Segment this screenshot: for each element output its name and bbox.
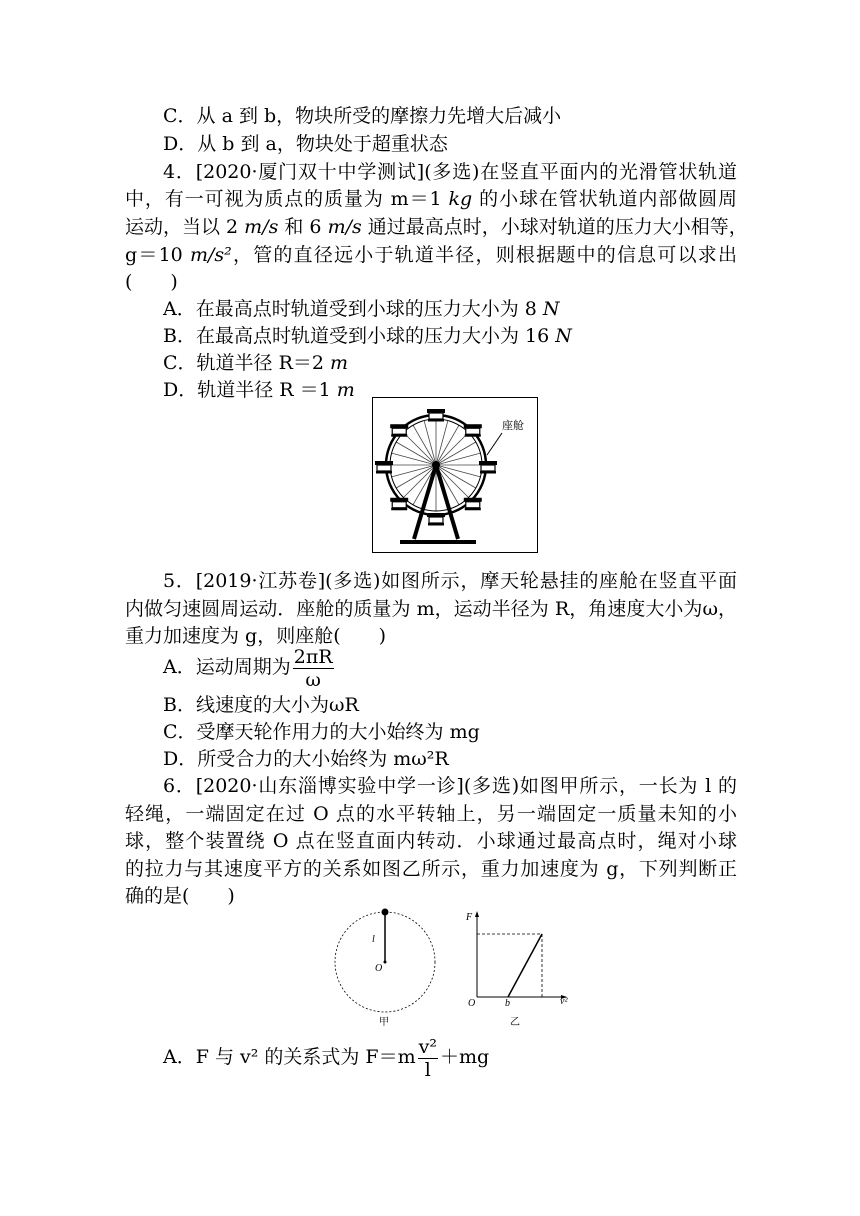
text: 运动，当以 2 <box>125 216 245 238</box>
q5-option-b: B．线速度的大小为ωR <box>163 694 359 716</box>
text: A．在最高点时轨道受到小球的压力大小为 8 <box>163 298 543 320</box>
text: C．轨道半径 R＝2 <box>163 352 331 374</box>
unit: m/s <box>244 216 279 238</box>
text: g＝10 <box>125 244 191 266</box>
q6-stem-line4: 的拉力与其速度平方的关系如图乙所示，重力加速度为 g，下列判断正 <box>125 858 737 880</box>
q4-stem-line3 <box>125 213 748 241</box>
pivot-point <box>384 961 387 964</box>
figure-caption: 乙 <box>510 1017 520 1028</box>
text: 中，有一可视为质点的质量为 m＝1 <box>125 188 449 210</box>
q4-answer-bracket: ( ) <box>125 271 178 293</box>
text: D．轨道半径 R ＝1 <box>163 379 337 401</box>
unit: m <box>330 352 349 374</box>
figure-caption: 甲 <box>379 1017 389 1028</box>
q6-stem-line3: 球，整个装置绕 O 点在竖直面内转动．小球通过最高点时，绳对小球 <box>125 830 737 852</box>
cabin <box>464 424 482 437</box>
cabin <box>427 409 445 422</box>
numerator: 2πR <box>293 645 333 668</box>
spoke <box>436 453 480 465</box>
period-fraction <box>293 646 334 691</box>
f-axis-label: F <box>466 912 473 923</box>
text: A．F 与 v² 的关系式为 F＝m <box>163 1046 416 1068</box>
numerator: v² <box>418 1035 437 1058</box>
q4-stem-line1: 4．[2020·厦门双十中学测试](多选)在竖直平面内的光滑管状轨道 <box>163 161 737 183</box>
q4-stem-line2 <box>125 185 737 213</box>
unit: kg <box>448 188 473 210</box>
cabin <box>427 513 445 526</box>
length-label: l <box>372 934 375 945</box>
q5-option-a <box>163 645 336 691</box>
denominator: l <box>424 1058 431 1081</box>
q6-stem-line2: 轻绳，一端固定在过 O 点的水平转轴上，另一端固定一质量未知的小 <box>125 803 737 825</box>
cabin <box>390 498 408 511</box>
q3-option-d: D．从 b 到 a，物块处于超重状态 <box>163 133 448 155</box>
q5-stem-line3: 重力加速度为 g，则座舱( ) <box>125 625 387 647</box>
q4-option-c <box>163 349 348 377</box>
q4-option-d <box>163 376 355 404</box>
figure-yi <box>460 907 580 1029</box>
q3-option-c: C．从 a 到 b，物块所受的摩擦力先增大后减小 <box>163 105 562 127</box>
ball <box>382 909 389 916</box>
text: 的小球在管状轨道内部做圆周 <box>472 188 737 210</box>
q4-option-b <box>163 322 572 350</box>
cabin <box>390 424 408 437</box>
f-v2-line <box>508 934 542 997</box>
text: ，管的直径远小于轨道半径，则根据题中的信息可以求出 <box>231 244 737 266</box>
text: 和 6 <box>278 216 328 238</box>
unit: N <box>555 325 572 347</box>
ferris-wheel-figure <box>372 397 538 553</box>
q4-option-a <box>163 295 560 323</box>
unit: N <box>542 298 560 320</box>
unit: m/s <box>327 216 362 238</box>
tension-fraction <box>418 1036 438 1081</box>
q5-option-c: C．受摩天轮作用力的大小始终为 mg <box>163 721 480 743</box>
denominator: ω <box>305 668 321 691</box>
y-axis-arrow <box>475 911 479 917</box>
cabin-label: 座舱 <box>502 419 524 432</box>
spoke <box>436 421 448 465</box>
text: ＋mg <box>439 1046 490 1068</box>
spoke <box>392 465 436 477</box>
q5-stem-line2: 内做匀速圆周运动．座舱的质量为 m，运动半径为 R，角速度大小为ω， <box>125 598 737 620</box>
text: A．运动周期为 <box>163 656 291 678</box>
origin-label: O <box>468 998 476 1009</box>
q5-option-d: D．所受合力的大小始终为 mω²R <box>163 748 449 770</box>
b-label: b <box>505 998 510 1009</box>
text: B．在最高点时轨道受到小球的压力大小为 16 <box>163 325 556 347</box>
cabin <box>375 461 393 474</box>
spoke <box>436 465 480 477</box>
pivot-label: O <box>375 963 383 974</box>
spoke <box>424 421 436 465</box>
q5-stem-line1: 5．[2019·江苏卷](多选)如图所示，摩天轮悬挂的座舱在竖直平面 <box>163 570 737 592</box>
unit: m/s² <box>190 244 232 266</box>
text: 通过最高点时，小球对轨道的压力大小相等， <box>361 216 748 238</box>
unit: m <box>336 379 355 401</box>
cabin <box>479 461 497 474</box>
spoke <box>392 453 436 465</box>
label-pointer <box>487 433 502 455</box>
v2-axis-label: v² <box>560 996 568 1007</box>
figure-jia <box>330 905 440 1030</box>
q4-stem-line4 <box>125 241 737 269</box>
q6-stem-line5: 确的是( ) <box>125 885 235 907</box>
q6-stem-line1: 6．[2020·山东淄博实验中学一诊](多选)如图甲所示，一长为 l 的 <box>163 775 737 797</box>
q6-option-a <box>163 1035 489 1081</box>
cabin <box>464 498 482 511</box>
